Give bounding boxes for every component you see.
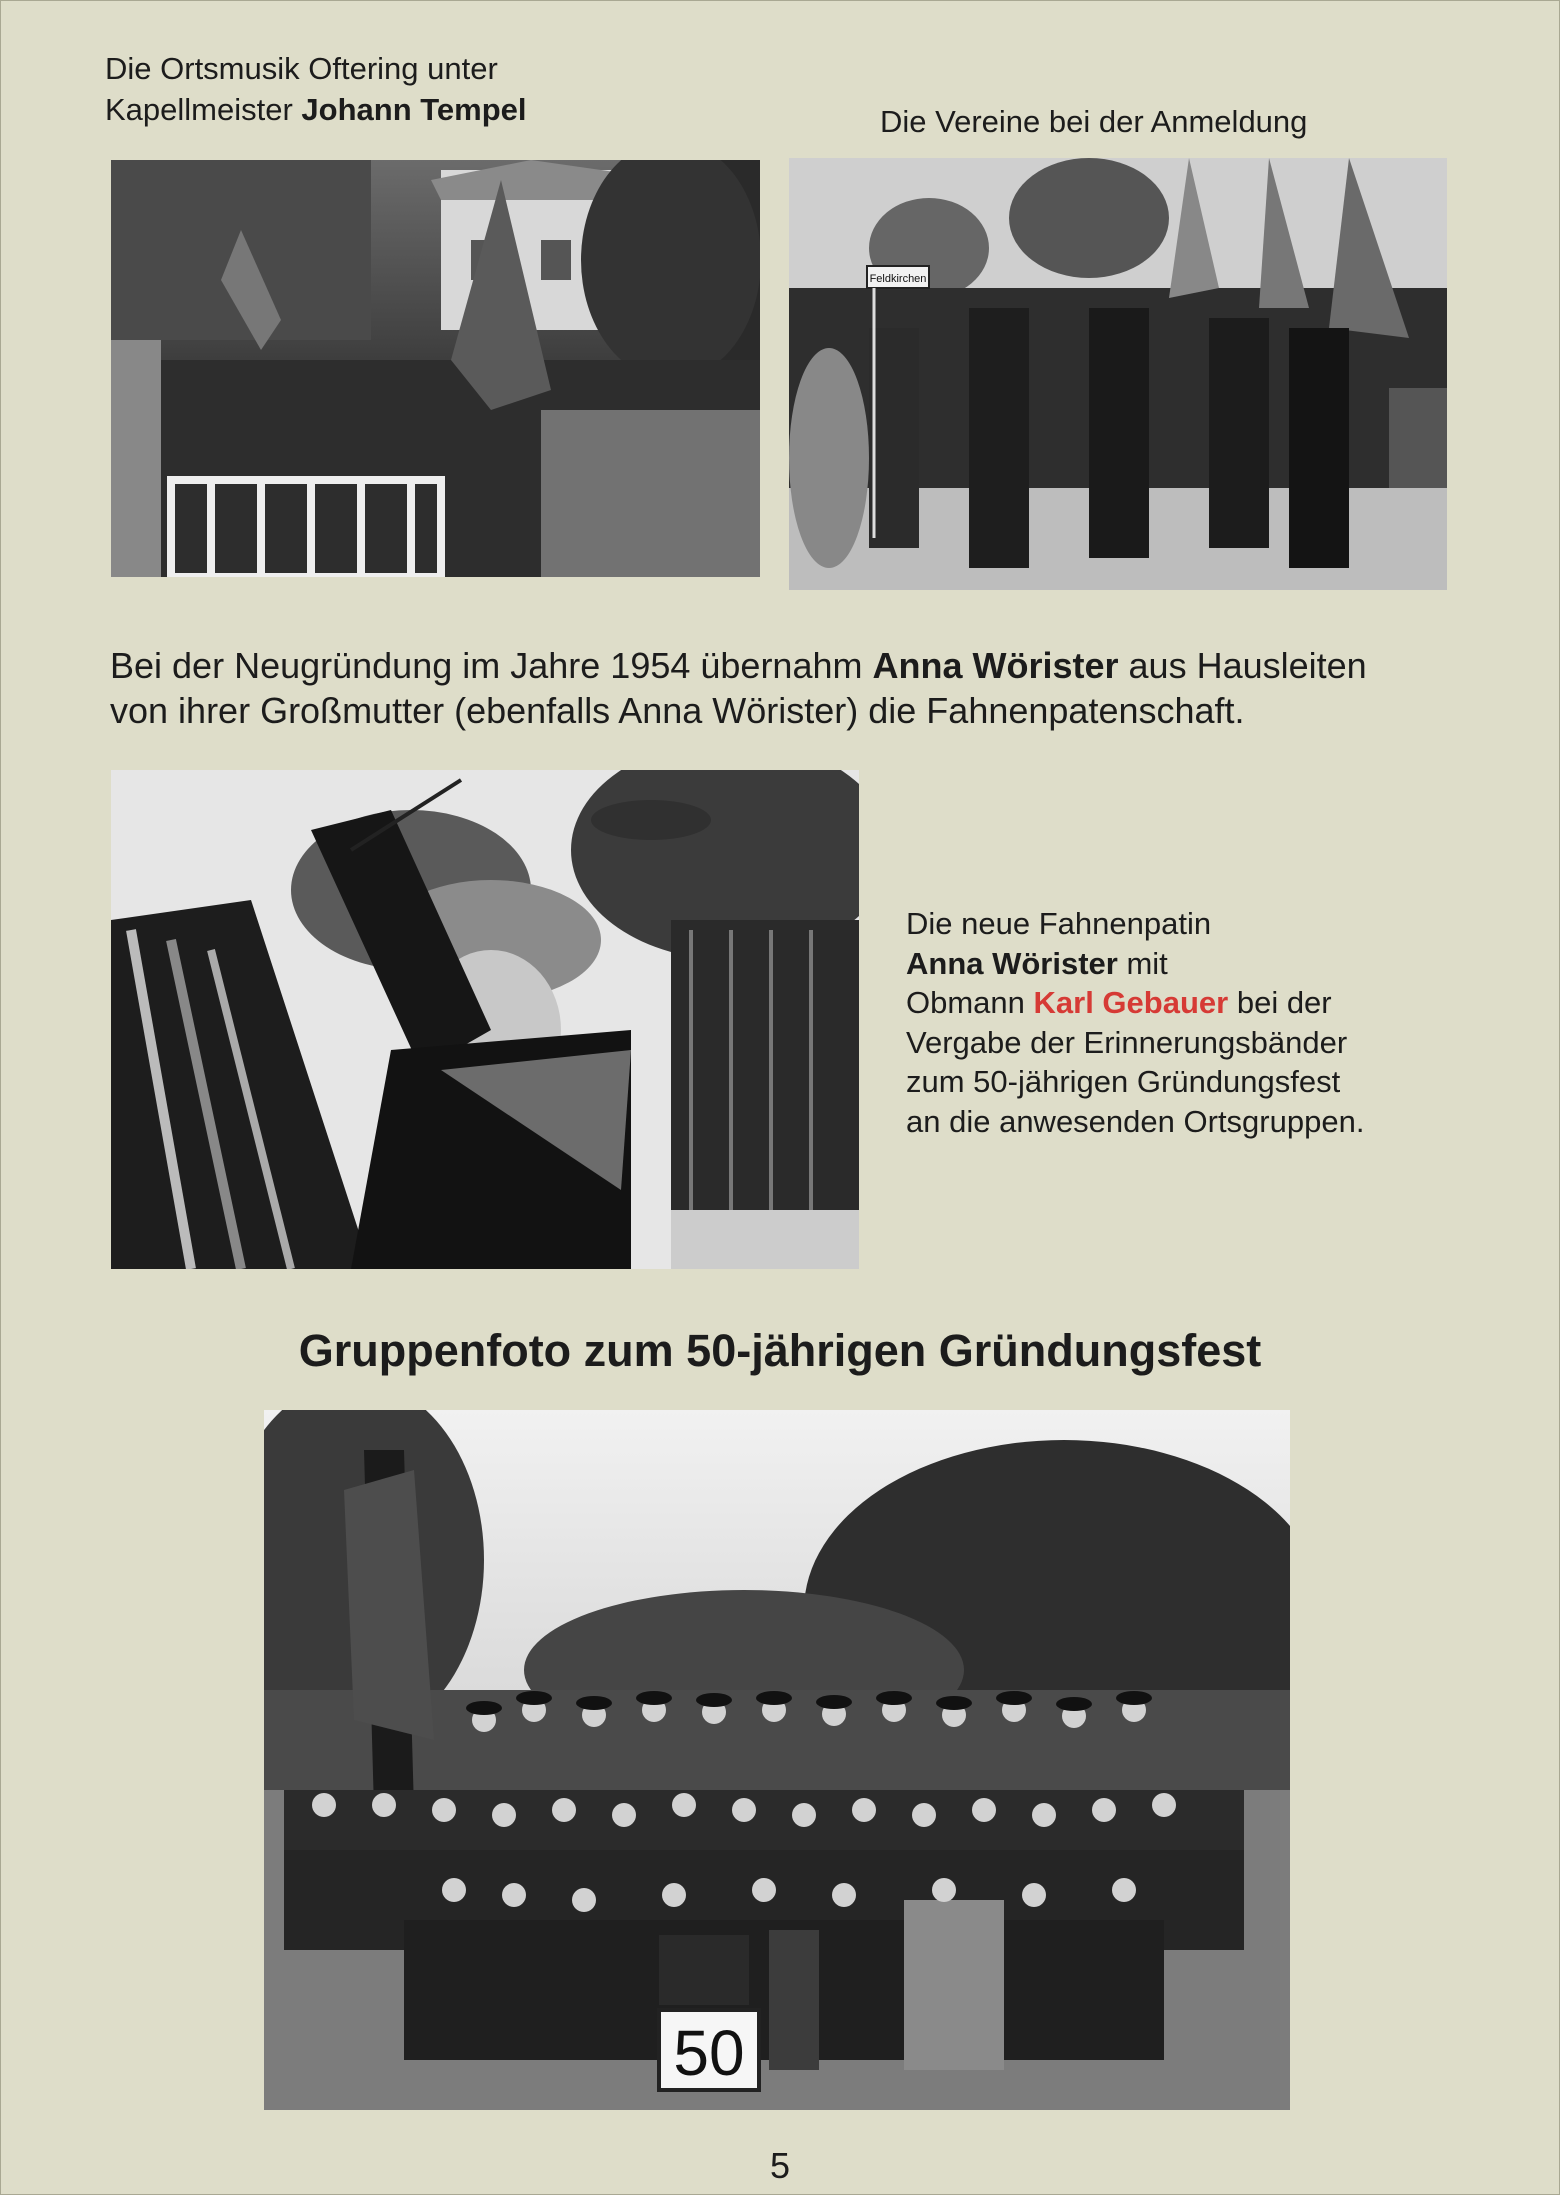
photo-gruppenfoto-image [264, 1410, 1290, 2110]
body-paragraph-name: Anna Wörister [872, 645, 1119, 686]
photo-fahnenpatin [111, 770, 859, 1269]
caption-fahnenpatin-line5: zum 50-jährigen Gründungsfest [906, 1064, 1341, 1099]
caption-ortsmusik-name: Johann Tempel [301, 92, 527, 127]
caption-vereine: Die Vereine bei der Anmeldung [880, 104, 1308, 139]
photo-fahnenpatin-image [111, 770, 859, 1269]
section-heading: Gruppenfoto zum 50-jährigen Gründungsfest [298, 1325, 1262, 1376]
caption-fahnenpatin-line4: Vergabe der Erinnerungsbänder [906, 1024, 1348, 1060]
caption-fahnenpatin [906, 904, 1364, 1141]
caption-fahnenpatin-line2 [906, 944, 1364, 984]
caption-obmann-name: Karl Gebauer [1033, 985, 1229, 1020]
group-board-number: 50 [673, 2017, 745, 2089]
caption-fahnenpatin-suffix: mit [1117, 945, 1168, 981]
photo-vereine-sign: Feldkirchen [869, 273, 927, 285]
photo-vereine [789, 158, 1447, 590]
body-paragraph-line1 [110, 643, 1367, 688]
photo-ortsmusik [111, 160, 760, 577]
body-paragraph-part2: aus Hausleiten [1118, 645, 1367, 686]
photo-ortsmusik-image [111, 160, 760, 577]
caption-obmann-prefix: Obmann [906, 985, 1034, 1020]
body-paragraph [110, 643, 1367, 733]
caption-fahnenpatin-name: Anna Wörister [906, 945, 1118, 981]
caption-ortsmusik [105, 48, 527, 130]
caption-fahnenpatin-line1: Die neue Fahnenpatin [906, 906, 1212, 941]
caption-ortsmusik-line2 [105, 89, 527, 130]
caption-obmann-suffix: bei der [1228, 985, 1332, 1020]
caption-ortsmusik-line1: Die Ortsmusik Oftering unter [105, 51, 498, 86]
photo-gruppenfoto [264, 1410, 1290, 2110]
body-paragraph-line2: von ihrer Großmutter (ebenfalls Anna Wörister) die Fahnenpatenschaft. [110, 690, 1245, 731]
caption-fahnenpatin-line3 [906, 983, 1364, 1023]
caption-ortsmusik-prefix: Kapellmeister [105, 92, 302, 127]
body-paragraph-part1: Bei der Neugründung im Jahre 1954 übernahm [110, 645, 873, 686]
caption-fahnenpatin-line6: an die anwesenden Ortsgruppen. [906, 1103, 1365, 1139]
photo-vereine-image [789, 158, 1447, 590]
page-number: 5 [769, 2145, 791, 2186]
